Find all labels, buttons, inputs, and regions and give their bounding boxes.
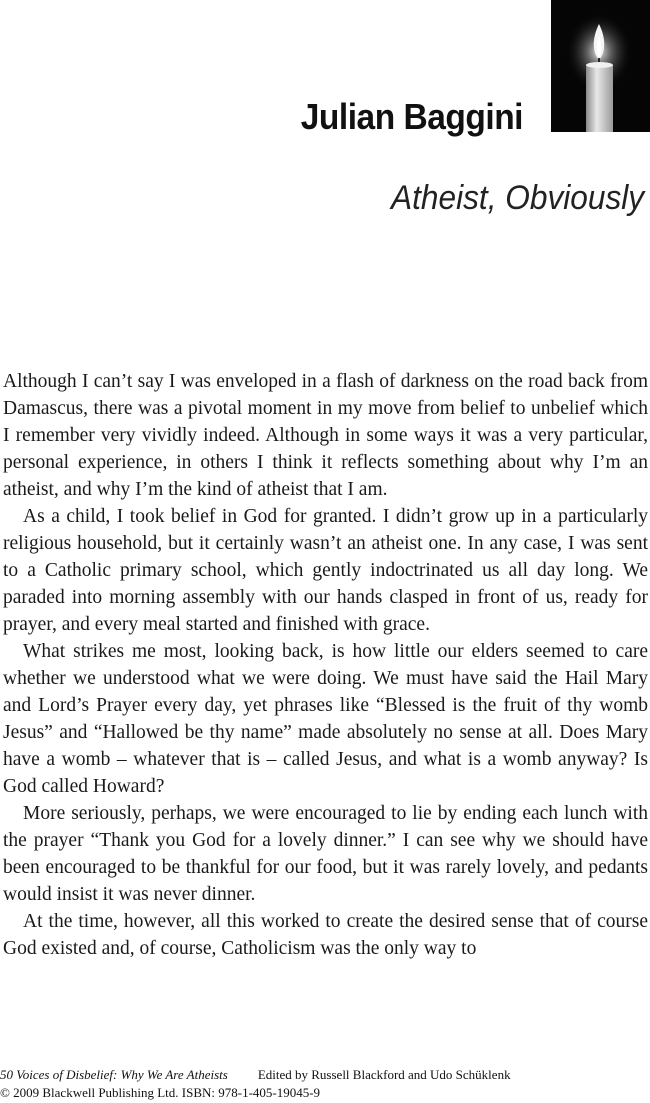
copyright-line: © 2009 Blackwell Publishing Ltd. ISBN: 978-1-405-19045-9 (0, 1085, 321, 1100)
paragraph-5: At the time, however, all this worked to create the desired sense that of course God existed and, of course, Catholicism was the only way to (3, 911, 648, 959)
book-editors: Edited by Russell Blackford and Udo Schüklenk (257, 1067, 511, 1082)
page-footer (0, 1066, 650, 1102)
chapter-title: Atheist, Obviously (390, 179, 644, 217)
candle-photo (551, 0, 650, 132)
candle-icon (551, 0, 650, 132)
book-title: 50 Voices of Disbelief: Why We Are Atheists (0, 1067, 228, 1082)
paragraph-1: Although I can’t say I was enveloped in a flash of darkness on the road back from Damascus, there was a pivotal moment in my move from belief to unbelief which I remember very vividly indeed. Although in some ways it was a very particular, personal experience, in others I think it reflects something about why I’m an atheist, and why I’m the kind of atheist that I am. (3, 371, 648, 500)
footer-book-line (0, 1066, 650, 1084)
paragraph-4: More seriously, perhaps, we were encouraged to lie by ending each lunch with the prayer “Thank you God for a lovely dinner.” I can see why we should have been encouraged to be thankful for our food, but it was rarely lovely, and pedants would insist it was never dinner. (3, 803, 648, 905)
paragraph-2: As a child, I took belief in God for granted. I didn’t grow up in a particularly religious household, but it certainly wasn’t an atheist one. In any case, I was sent to a Catholic primary school, which gently indoctrinated us all day long. We paraded into morning assembly with our hands clasped in front of us, ready for prayer, and every meal started and finished with grace. (3, 506, 648, 635)
author-name: Julian Baggini (300, 96, 523, 137)
chapter-body (3, 368, 648, 962)
paragraph-3: What strikes me most, looking back, is how little our elders seemed to care whether we understood what we were doing. We must have said the Hail Mary and Lord’s Prayer every day, yet phrases like “Blessed is the fruit of thy womb Jesus” and “Hallowed be thy name” made absolutely no sense at all. Does Mary have a womb – whatever that is – called Jesus, and what is a womb anyway? Is God called Howard? (3, 641, 648, 797)
